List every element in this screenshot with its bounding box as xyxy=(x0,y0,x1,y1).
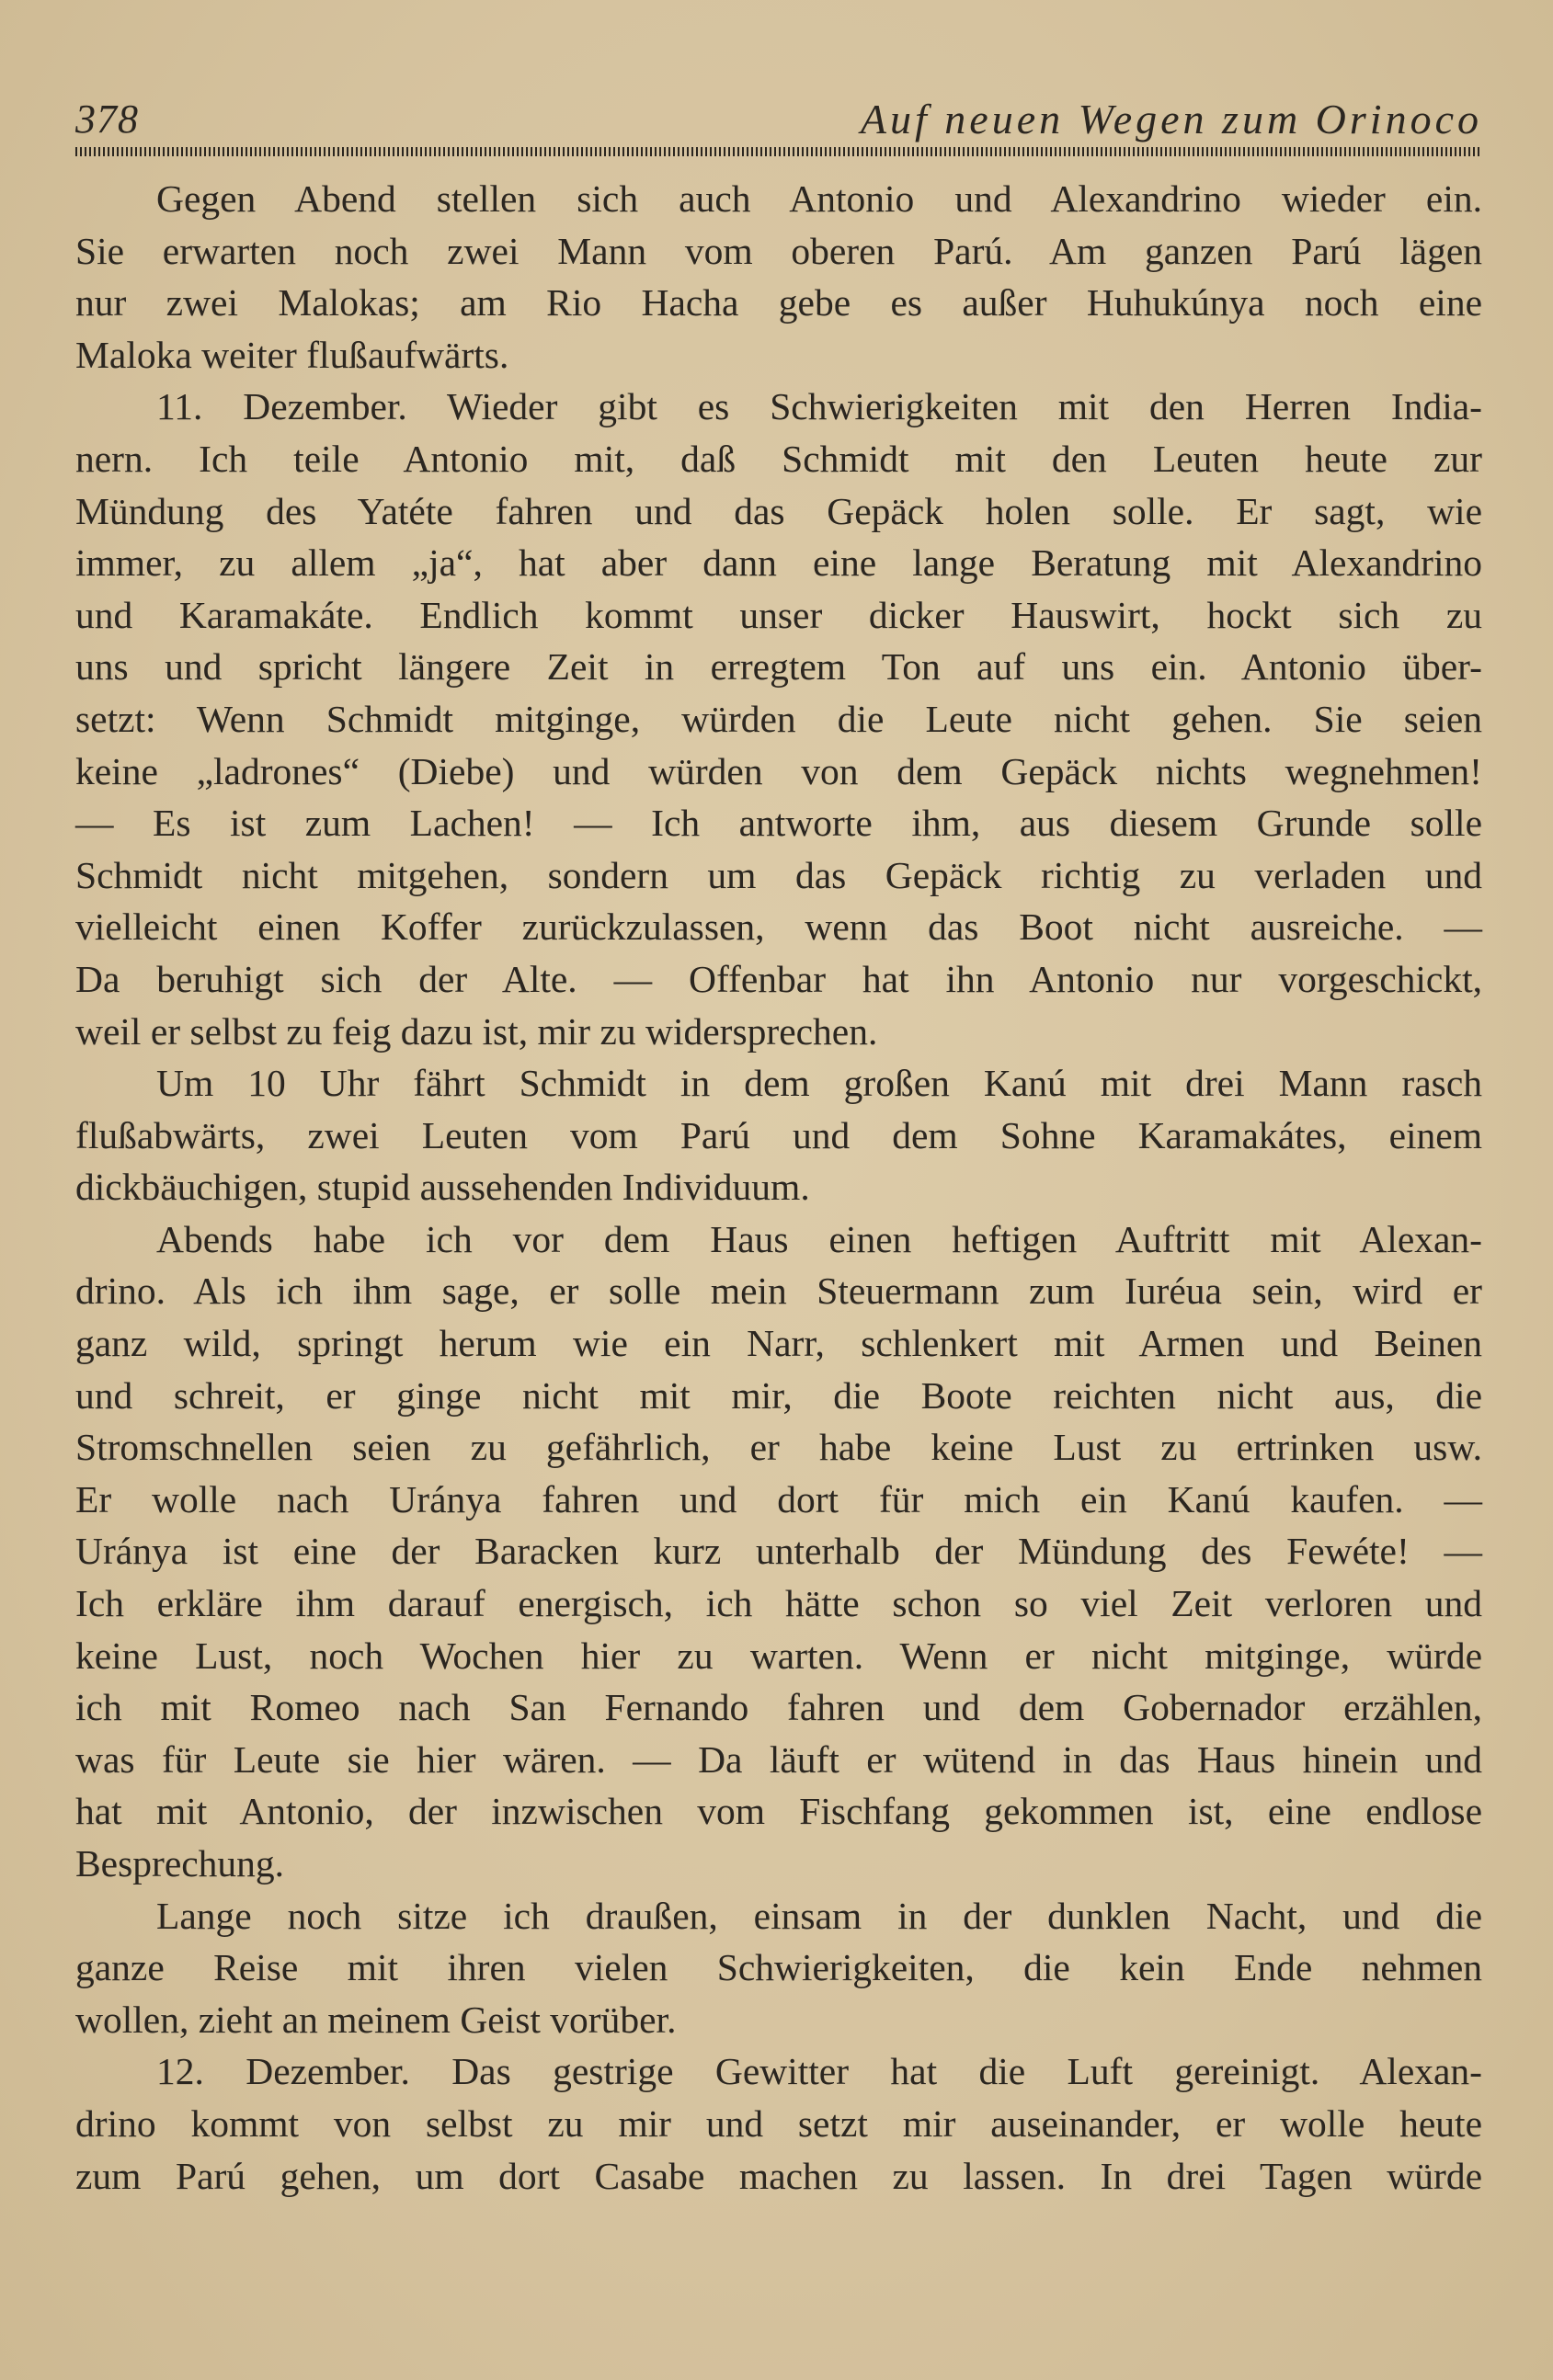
text-line: nern. Ich teile Antonio mit, daß Schmidt mit den Leuten heute zur xyxy=(75,437,1482,480)
text-line: Besprechung. xyxy=(75,1842,285,1885)
header-rule xyxy=(75,147,1482,156)
text-line: ich mit Romeo nach San Fernando fahren und dem Gobernador erzählen, xyxy=(75,1686,1482,1729)
text-line: — Es ist zum Lachen! — Ich antworte ihm, aus diesem Grunde solle xyxy=(75,802,1482,845)
running-head: Auf neuen Wegen zum Orinoco xyxy=(860,96,1482,142)
text-line: Maloka weiter flußaufwärts. xyxy=(75,333,509,376)
text-line: Sie erwarten noch zwei Mann vom oberen Parú. Am ganzen Parú lägen xyxy=(75,229,1482,272)
text-line: drino kommt von selbst zu mir und setzt mir auseinander, er wolle heute xyxy=(75,2101,1482,2145)
text-line: Um 10 Uhr fährt Schmidt in dem großen Kanú mit drei Mann rasch xyxy=(156,1062,1482,1105)
text-line: Uránya ist eine der Baracken kurz unterhalb der Mündung des Fewéte! — xyxy=(75,1530,1482,1573)
text-line: und schreit, er ginge nicht mit mir, die Boote reichten nicht aus, die xyxy=(75,1373,1482,1417)
text-line: Mündung des Yatéte fahren und das Gepäck holen solle. Er sagt, wie xyxy=(75,489,1482,532)
text-line: immer, zu allem „ja“, hat aber dann eine lange Beratung mit Alexandrino xyxy=(75,541,1482,585)
text-line: flußabwärts, zwei Leuten vom Parú und dem Sohne Karamakátes, einem xyxy=(75,1113,1482,1156)
text-line: 12. Dezember. Das gestrige Gewitter hat die Luft gereinigt. Alexan- xyxy=(156,2050,1482,2093)
text-line: Lange noch sitze ich draußen, einsam in der dunklen Nacht, und die xyxy=(156,1894,1482,1937)
text-line: was für Leute sie hier wären. — Da läuft er wütend in das Haus hinein und xyxy=(75,1737,1482,1781)
text-line: Ich erkläre ihm darauf energisch, ich hätte schon so viel Zeit verloren und xyxy=(75,1582,1482,1625)
text-line: dickbäuchigen, stupid aussehenden Individuum. xyxy=(75,1166,810,1209)
text-line: Er wolle nach Uránya fahren und dort für mich ein Kanú kaufen. — xyxy=(75,1477,1482,1520)
text-line: nur zwei Malokas; am Rio Hacha gebe es außer Huhukúnya noch eine xyxy=(75,281,1482,325)
text-line: Stromschnellen seien zu gefährlich, er habe keine Lust zu ertrinken usw. xyxy=(75,1426,1482,1469)
page-number: 378 xyxy=(75,97,139,142)
text-line: keine „ladrones“ (Diebe) und würden von dem Gepäck nichts wegnehmen! xyxy=(75,749,1482,792)
text-line: ganz wild, springt herum wie ein Narr, schlenkert mit Armen und Beinen xyxy=(75,1322,1482,1365)
text-line: 11. Dezember. Wieder gibt es Schwierigkeiten mit den Herren India- xyxy=(156,385,1482,428)
text-line: Gegen Abend stellen sich auch Antonio und Alexandrino wieder ein. xyxy=(156,177,1482,220)
text-line: hat mit Antonio, der inzwischen vom Fischfang gekommen ist, eine endlose xyxy=(75,1790,1482,1833)
text-line: vielleicht einen Koffer zurückzulassen, wenn das Boot nicht ausreiche. — xyxy=(75,905,1482,949)
text-line: drino. Als ich ihm sage, er solle mein Steuermann zum Iuréua sein, wird er xyxy=(75,1270,1482,1313)
text-line: setzt: Wenn Schmidt mitginge, würden die Leute nicht gehen. Sie seien xyxy=(75,697,1482,740)
page-header xyxy=(75,92,1482,149)
text-line: Schmidt nicht mitgehen, sondern um das Gepäck richtig zu verladen und xyxy=(75,853,1482,896)
text-line: keine Lust, noch Wochen hier zu warten. Wenn er nicht mitginge, würde xyxy=(75,1634,1482,1677)
text-line: wollen, zieht an meinem Geist vorüber. xyxy=(75,1998,677,2041)
text-line: Abends habe ich vor dem Haus einen heftigen Auftritt mit Alexan- xyxy=(156,1217,1482,1260)
text-line: uns und spricht längere Zeit in erregtem Ton auf uns ein. Antonio über- xyxy=(75,645,1482,689)
text-line: weil er selbst zu feig dazu ist, mir zu widersprechen. xyxy=(75,1009,878,1053)
body-text xyxy=(75,173,1482,2202)
text-line: ganze Reise mit ihren vielen Schwierigkeiten, die kein Ende nehmen xyxy=(75,1946,1482,1989)
text-line: zum Parú gehen, um dort Casabe machen zu lassen. In drei Tagen würde xyxy=(75,2154,1482,2197)
text-line: Da beruhigt sich der Alte. — Offenbar hat ihn Antonio nur vorgeschickt, xyxy=(75,957,1482,1000)
text-line: und Karamakáte. Endlich kommt unser dicker Hauswirt, hockt sich zu xyxy=(75,593,1482,636)
